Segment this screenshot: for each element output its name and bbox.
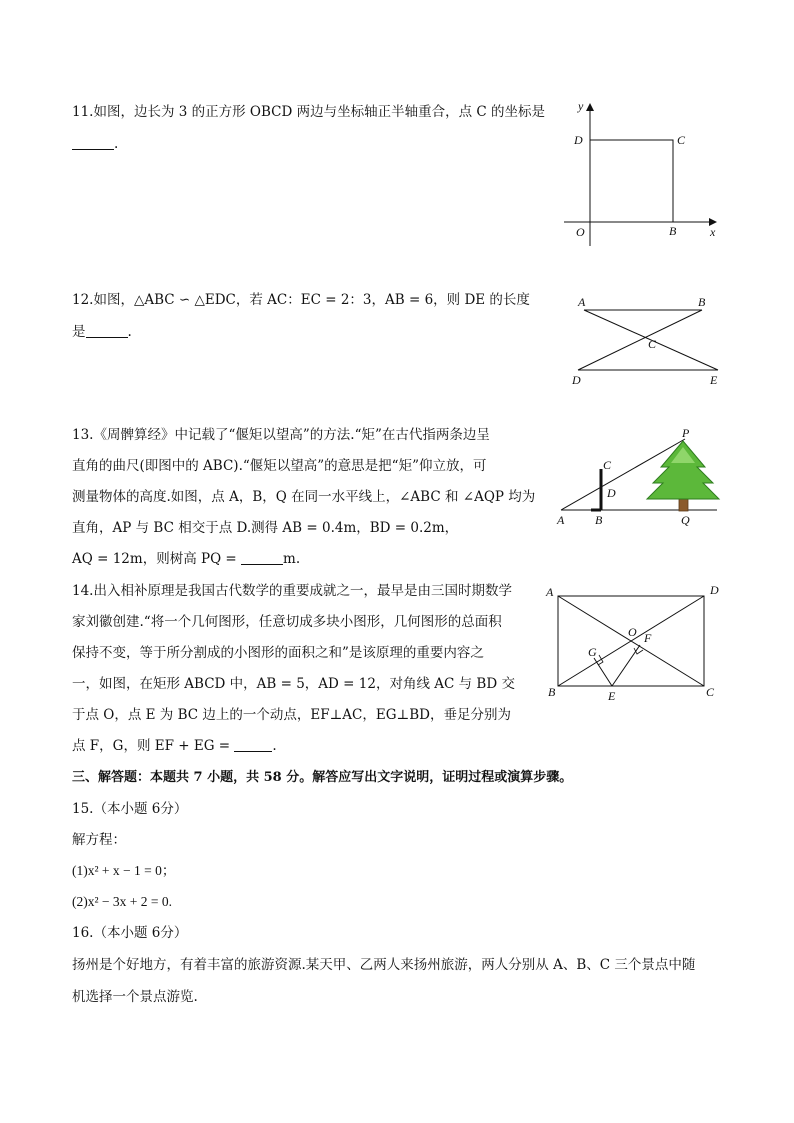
q13-label-Q: Q — [681, 513, 690, 527]
q11-label-x: x — [710, 225, 716, 239]
q12-label-C: C — [648, 337, 657, 351]
q14-line6-start: 点 F，G，则 EF + EG = — [72, 738, 231, 754]
q16-title: 16.（本小题 6分） — [72, 925, 188, 941]
q11-label-C: C — [677, 133, 686, 147]
q11-label-O: O — [576, 225, 585, 239]
q12-label-B: B — [698, 295, 706, 309]
q13-text-line2: 直角的曲尺(即图中的 ABC).“偃矩以望高”的意思是把“矩”仰立放，可 — [72, 458, 487, 474]
tree-icon — [647, 441, 719, 511]
q13-line5-start: AQ = 12m，则树高 PQ = — [72, 551, 237, 567]
q11-label-y: y — [578, 99, 584, 113]
q16-text-line1: 扬州是个好地方，有着丰富的旅游资源.某天甲、乙两人来扬州旅游，两人分别从 A、B、C 三个景点中随 — [72, 957, 696, 973]
q14-answer-blank[interactable] — [234, 737, 272, 752]
q11-coordinate-figure — [560, 100, 730, 250]
q14-text-line5: 于点 O，点 E 为 BC 边上的一个动点，EF⊥AC，EG⊥BD，垂足分别为 — [72, 707, 511, 723]
q12-line2-end: . — [127, 324, 132, 340]
q11-text-line1: 11.如图，边长为 3 的正方形 OBCD 两边与坐标轴正半轴重合，点 C 的坐标是 — [72, 104, 546, 120]
q14-label-B: B — [548, 685, 556, 699]
section-3-heading: 三、解答题：本题共 7 小题，共 58 分。解答应写出文字说明，证明过程或演算步骤。 — [72, 770, 573, 785]
q12-label-D: D — [572, 373, 581, 387]
q14-label-D: D — [710, 583, 719, 597]
q12-answer-blank[interactable] — [86, 323, 128, 338]
q14-rectangle-figure — [540, 582, 725, 702]
q12-text-line2 — [72, 322, 132, 342]
q12-segment-BD — [578, 310, 702, 370]
q11-square-edges — [590, 140, 673, 222]
q12-triangle-figure — [570, 292, 730, 388]
q13-label-P: P — [682, 426, 690, 440]
q15-equation-1: (1)x² + x − 1 = 0； — [72, 863, 176, 878]
q16-text-line2: 机选择一个景点游览. — [72, 989, 198, 1005]
q11-text-line2 — [72, 134, 118, 154]
q11-label-B: B — [669, 224, 677, 238]
q14-line6-end: . — [272, 738, 277, 754]
q14-text-line1: 14.出入相补原理是我国古代数学的重要成就之一，最早是由三国时期数学 — [72, 583, 512, 599]
q14-text-line4: 一，如图，在矩形 ABCD 中，AB = 5，AD = 12，对角线 AC 与 BD 交 — [72, 676, 515, 692]
q13-label-A: A — [557, 513, 565, 527]
q15-intro: 解方程： — [72, 832, 126, 848]
q12-label-A: A — [578, 295, 586, 309]
q13-text-line1: 13.《周髀算经》中记载了“偃矩以望高”的方法.“矩”在古代指两条边呈 — [72, 427, 490, 443]
q11-label-D: D — [574, 133, 583, 147]
q13-line5-end: m. — [283, 551, 301, 567]
q13-text-line4: 直角，AP 与 BC 相交于点 D.测得 AB = 0.4m，BD = 0.2m， — [72, 520, 459, 536]
q14-label-G: G — [588, 645, 597, 659]
q14-label-O: O — [628, 625, 637, 639]
q14-label-A: A — [546, 585, 554, 599]
q13-text-line5 — [72, 549, 300, 569]
q12-line2-start: 是 — [72, 324, 86, 340]
q11-line2-end: . — [114, 136, 119, 152]
q13-label-B: B — [595, 513, 603, 527]
q15-title: 15.（本小题 6分） — [72, 801, 188, 817]
q13-label-D: D — [607, 486, 616, 500]
q13-label-C: C — [603, 458, 612, 472]
q14-label-F: F — [644, 631, 652, 645]
q13-tree-figure — [555, 425, 730, 530]
q13-answer-blank[interactable] — [241, 550, 283, 565]
q14-text-line6 — [72, 736, 277, 756]
q14-label-C: C — [706, 685, 715, 699]
q12-text-line1: 12.如图，△ABC ∽ △EDC，若 AC：EC = 2：3，AB = 6，则 DE 的长度 — [72, 292, 530, 308]
q13-text-line3: 测量物体的高度.如图，点 A，B，Q 在同一水平线上，∠ABC 和 ∠AQP 均为 — [72, 489, 536, 505]
q14-label-E: E — [608, 689, 616, 703]
q14-text-line3: 保持不变，等于所分割成的小图形的面积之和”是该原理的重要内容之 — [72, 645, 484, 661]
q15-equation-2: (2)x² − 3x + 2 = 0. — [72, 894, 173, 909]
q12-label-E: E — [710, 373, 718, 387]
q11-answer-blank[interactable] — [72, 135, 114, 150]
q14-right-angle-F — [634, 648, 643, 654]
q14-text-line2: 家刘徽创建.“将一个几何图形，任意切成多块小图形，几何图形的总面积 — [72, 614, 502, 630]
